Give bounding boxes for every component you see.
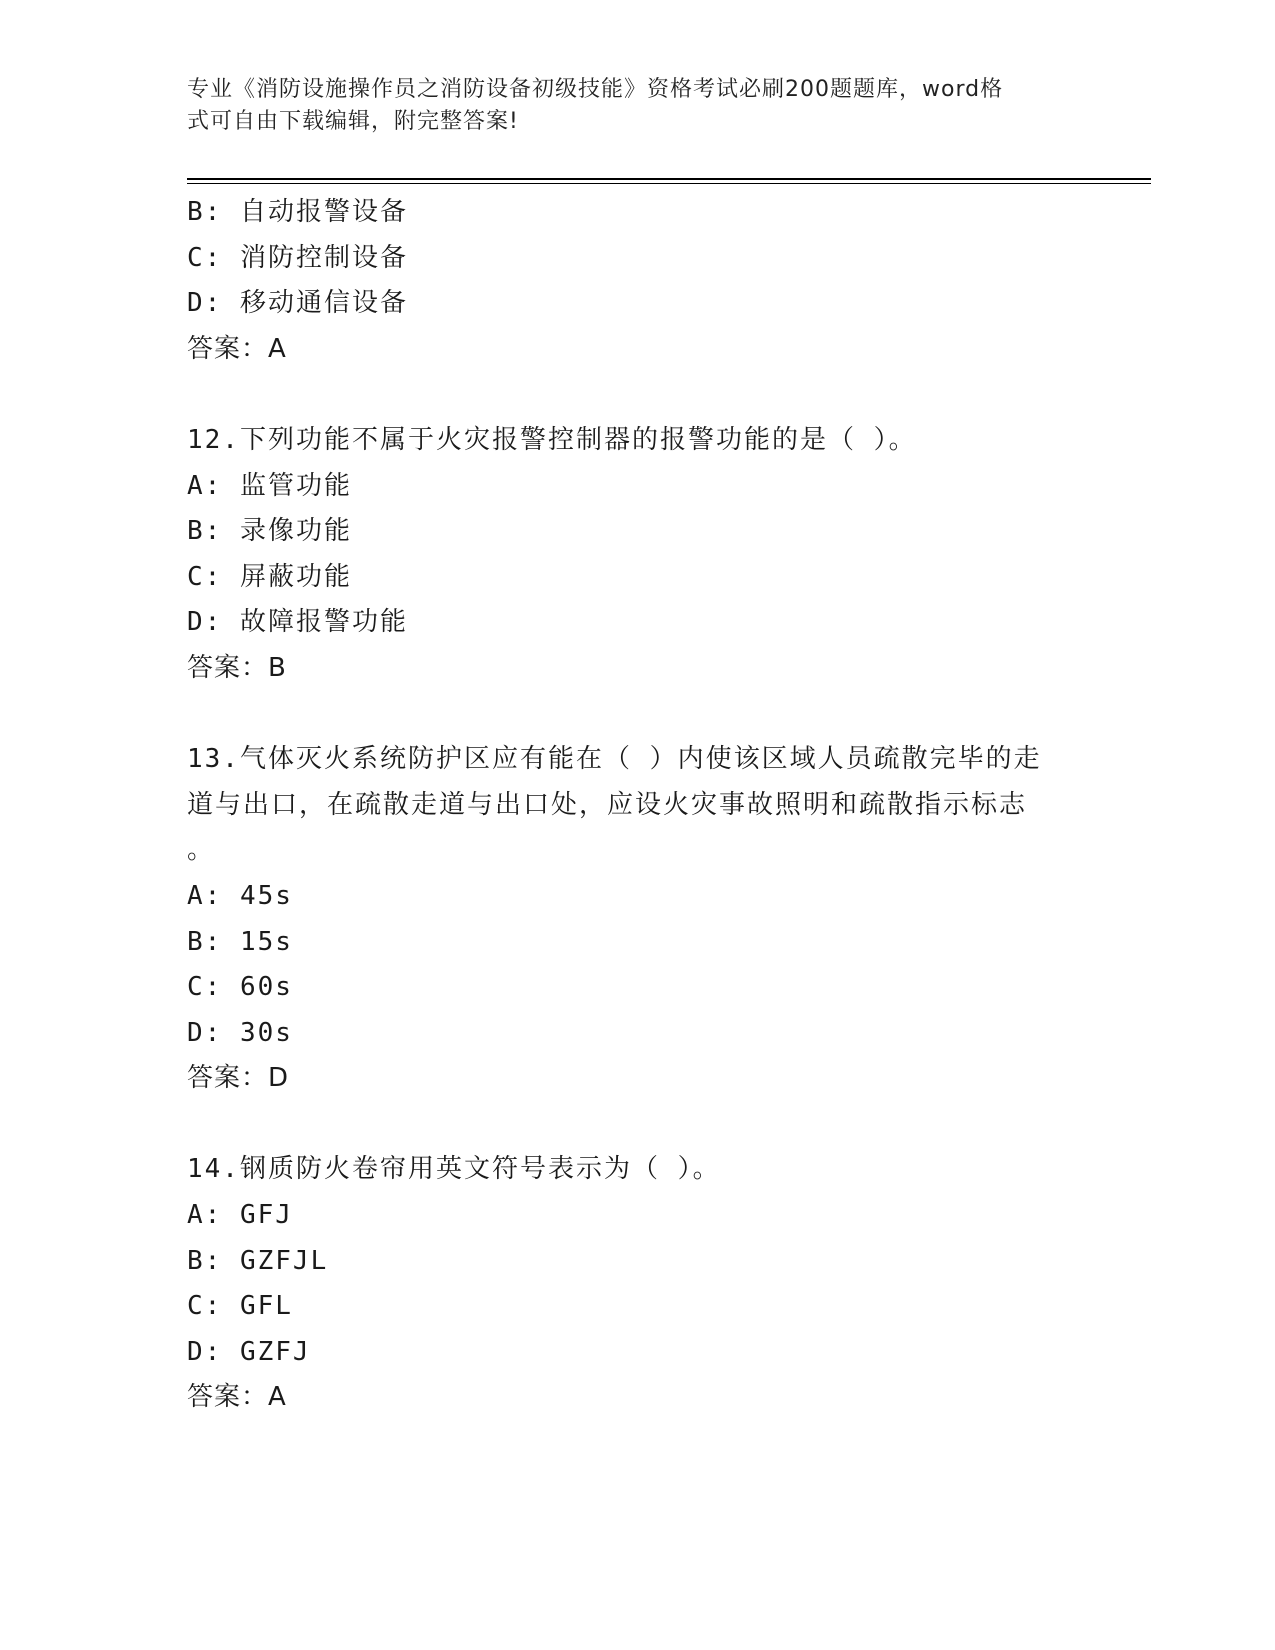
question-stem-line-2: 道与出口，在疏散走道与出口处，应设火灾事故照明和疏散指示标志 (187, 789, 1028, 820)
answer-label: 答案：B (187, 652, 287, 683)
question-11-continued (187, 190, 1087, 372)
option-b: B: 自动报警设备 (187, 197, 408, 227)
question-14 (187, 1147, 1087, 1421)
header-line-2: 式可自由下载编辑，附完整答案! (187, 109, 519, 134)
option-d: D: 30s (187, 1017, 293, 1048)
option-d: D: 移动通信设备 (187, 288, 408, 319)
option-c: C: GFL (187, 1291, 293, 1322)
header-rule-thin (187, 183, 1151, 184)
answer-label: 答案：A (187, 333, 287, 364)
option-a: A: 45s (187, 880, 293, 911)
spacer (187, 372, 1087, 418)
option-d: D: GZFJ (187, 1336, 311, 1367)
option-d: D: 故障报警功能 (187, 607, 408, 638)
question-stem-line-3: 。 (187, 835, 216, 866)
spacer (187, 692, 1087, 738)
question-list (187, 190, 1087, 1421)
option-c: C: 消防控制设备 (187, 242, 408, 273)
question-stem: 12.下列功能不属于火灾报警控制器的报警功能的是（ ）。 (187, 424, 917, 455)
option-b: B: 15s (187, 926, 293, 957)
option-c: C: 60s (187, 972, 293, 1003)
answer-label: 答案：A (187, 1382, 287, 1413)
question-12 (187, 418, 1087, 692)
spacer (187, 1102, 1087, 1148)
document-header (187, 74, 1087, 138)
question-stem-line-1: 13.气体灭火系统防护区应有能在（ ）内使该区域人员疏散完毕的走 (187, 744, 1042, 775)
answer-label: 答案：D (187, 1063, 290, 1094)
question-13 (187, 737, 1087, 1102)
option-b: B: GZFJL (187, 1245, 329, 1276)
option-a: A: 监管功能 (187, 470, 352, 501)
header-line-1: 专业《消防设施操作员之消防设备初级技能》资格考试必刷200题题库，word格 (187, 77, 1004, 102)
question-stem: 14.钢质防火卷帘用英文符号表示为（ ）。 (187, 1154, 721, 1185)
option-a: A: GFJ (187, 1200, 293, 1231)
option-b: B: 录像功能 (187, 516, 352, 547)
header-rule-thick (187, 178, 1151, 180)
option-c: C: 屏蔽功能 (187, 561, 352, 592)
